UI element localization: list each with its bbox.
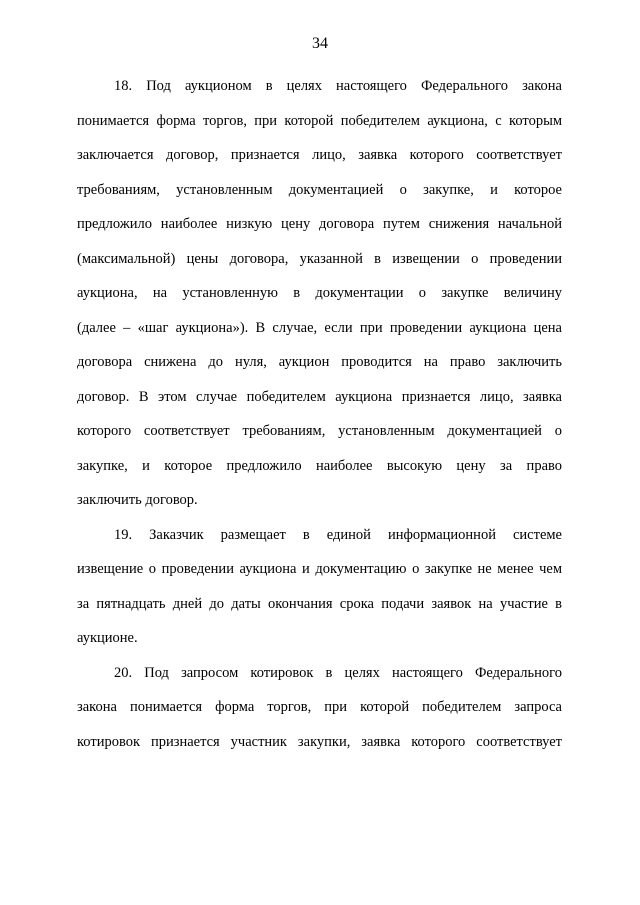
text-line: аукционе. (77, 630, 138, 646)
text-line: 19. Заказчик размещает в единой информационной системе (114, 526, 562, 543)
text-line: закупке, и которое предложило наиболее высокую цену за право (77, 457, 562, 474)
text-line: аукциона, на установленную в документации о закупке величину (77, 285, 562, 301)
paragraph-20 (77, 656, 562, 760)
text-line: закона понимается форма торгов, при которой победителем запроса (77, 699, 562, 715)
paragraph-18 (77, 69, 562, 518)
text-line: предложило наиболее низкую цену договора путем снижения начальной (77, 216, 562, 232)
text-line: которого соответствует требованиям, установленным документацией о (77, 423, 562, 439)
paragraph-19 (77, 518, 562, 656)
text-line: требованиям, установленным документацией о закупке, и которое (77, 181, 562, 198)
text-line: договор. В этом случае победителем аукциона признается лицо, заявка (77, 388, 562, 405)
text-line: заключить договор. (77, 492, 198, 508)
text-line: (далее – «шаг аукциона»). В случае, если при проведении аукциона цена (77, 319, 562, 336)
text-line: заключается договор, признается лицо, заявка которого соответствует (77, 147, 562, 163)
text-line: извещение о проведении аукциона и документацию о закупке не менее чем (77, 561, 562, 577)
text-line: понимается форма торгов, при которой победителем аукциона, с которым (77, 112, 562, 129)
text-line: 18. Под аукционом в целях настоящего Федерального закона (114, 78, 562, 94)
text-line: договора снижена до нуля, аукцион проводится на право заключить (77, 354, 562, 370)
text-line: 20. Под запросом котировок в целях настоящего Федерального (114, 664, 562, 681)
text-line: за пятнадцать дней до даты окончания срока подачи заявок на участие в (77, 595, 562, 612)
text-line: котировок признается участник закупки, заявка которого соответствует (77, 733, 562, 750)
document-body (77, 69, 562, 759)
page-number: 34 (312, 35, 328, 52)
text-line: (максимальной) цены договора, указанной в извещении о проведении (77, 250, 562, 267)
